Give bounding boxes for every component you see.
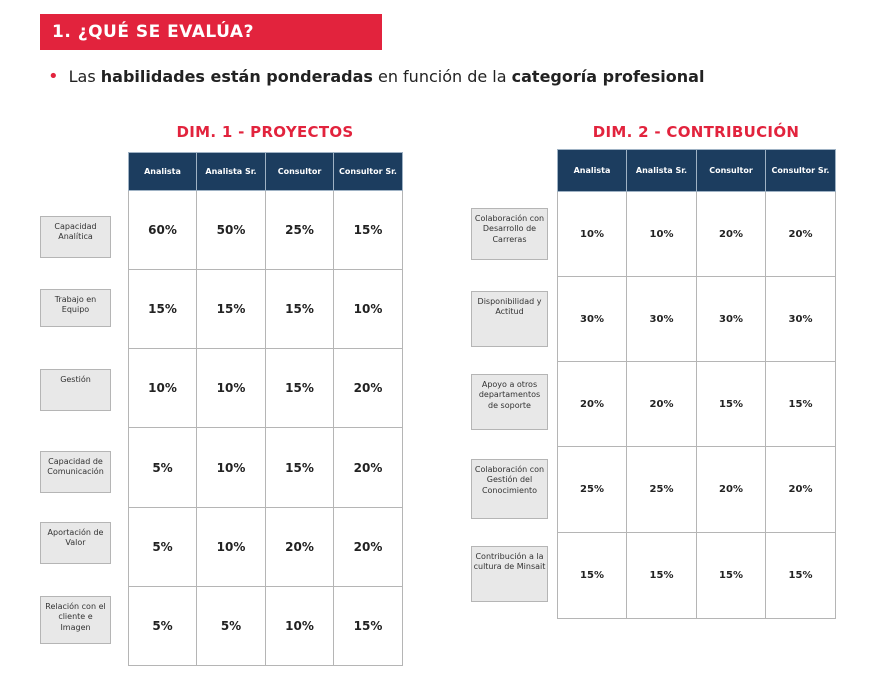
dim1-value-cell: 50% <box>197 191 266 270</box>
dim2-col-header: Analista Sr. <box>627 150 697 192</box>
dim2-value-cell: 30% <box>627 277 697 362</box>
dim1-col-header: Consultor Sr. <box>334 153 403 191</box>
dim2-table-row <box>558 533 836 619</box>
dim1-table <box>128 152 403 666</box>
intro-bold-2: categoría profesional <box>511 67 705 86</box>
dim2-value-cell: 15% <box>697 533 766 619</box>
dim2-value-cell: 15% <box>766 362 836 447</box>
dim1-value-cell: 15% <box>266 428 334 508</box>
dim1-title: DIM. 1 - PROYECTOS <box>176 123 354 141</box>
dim1-value-cell: 15% <box>129 270 197 349</box>
dim2-value-cell: 20% <box>697 447 766 533</box>
dim1-table-row <box>129 191 403 270</box>
dim1-table-row <box>129 349 403 428</box>
dim1-table-row <box>129 270 403 349</box>
dim2-value-cell: 20% <box>558 362 627 447</box>
dim1-col-header: Analista <box>129 153 197 191</box>
dim2-value-cell: 30% <box>558 277 627 362</box>
dim1-value-cell: 5% <box>129 508 197 587</box>
dim2-col-header: Consultor <box>697 150 766 192</box>
dim2-table-row <box>558 192 836 277</box>
dim2-value-cell: 20% <box>766 447 836 533</box>
dim2-value-cell: 10% <box>627 192 697 277</box>
dim2-value-cell: 30% <box>697 277 766 362</box>
dim2-title: DIM. 2 - CONTRIBUCIÓN <box>592 123 800 141</box>
dim1-value-cell: 10% <box>334 270 403 349</box>
dim1-value-cell: 10% <box>197 508 266 587</box>
dim1-table-row <box>129 428 403 508</box>
dim2-value-cell: 20% <box>627 362 697 447</box>
section-title: 1. ¿QUÉ SE EVALÚA? <box>40 14 382 50</box>
dim2-value-cell: 25% <box>558 447 627 533</box>
dim1-col-header: Consultor <box>266 153 334 191</box>
dim1-value-cell: 60% <box>129 191 197 270</box>
dim1-value-cell: 25% <box>266 191 334 270</box>
dim2-value-cell: 10% <box>558 192 627 277</box>
dim2-value-cell: 15% <box>697 362 766 447</box>
dim1-value-cell: 20% <box>266 508 334 587</box>
dim1-row-label: Gestión <box>40 369 111 411</box>
dim2-value-cell: 15% <box>766 533 836 619</box>
intro-bullet <box>48 66 704 87</box>
dim1-value-cell: 10% <box>266 587 334 666</box>
dim1-col-header: Analista Sr. <box>197 153 266 191</box>
dim1-table-row <box>129 587 403 666</box>
dim1-row-label: Trabajo en Equipo <box>40 289 111 327</box>
intro-bold-1: habilidades están ponderadas <box>100 67 373 86</box>
dim2-table-row <box>558 277 836 362</box>
dim1-value-cell: 5% <box>129 587 197 666</box>
dim1-row-label: Capacidad de Comunicación <box>40 451 111 493</box>
dim2-row-label: Colaboración con Gestión del Conocimiento <box>471 459 548 519</box>
dim2-row-label: Contribución a la cultura de Minsait <box>471 546 548 602</box>
dim1-value-cell: 15% <box>334 191 403 270</box>
dim1-value-cell: 20% <box>334 428 403 508</box>
dim1-value-cell: 15% <box>197 270 266 349</box>
dim2-table-row <box>558 447 836 533</box>
bullet-icon: • <box>48 66 59 87</box>
dim1-value-cell: 10% <box>129 349 197 428</box>
dim1-row-label: Aportación de Valor <box>40 522 111 564</box>
dim2-col-header: Consultor Sr. <box>766 150 836 192</box>
dim1-row-label: Capacidad Analítica <box>40 216 111 258</box>
dim1-value-cell: 20% <box>334 508 403 587</box>
dim2-table-row <box>558 362 836 447</box>
dim2-value-cell: 20% <box>766 192 836 277</box>
dim1-value-cell: 10% <box>197 349 266 428</box>
dim1-value-cell: 10% <box>197 428 266 508</box>
dim2-row-label: Colaboración con Desarrollo de Carreras <box>471 208 548 260</box>
dim1-value-cell: 5% <box>197 587 266 666</box>
dim2-row-label: Disponibilidad y Actitud <box>471 291 548 347</box>
dim1-value-cell: 5% <box>129 428 197 508</box>
dim2-col-header: Analista <box>558 150 627 192</box>
dim2-row-label: Apoyo a otros departamentos de soporte <box>471 374 548 430</box>
dim2-value-cell: 15% <box>558 533 627 619</box>
dim1-value-cell: 15% <box>266 349 334 428</box>
intro-text-1: Las <box>68 67 101 86</box>
dim1-value-cell: 15% <box>334 587 403 666</box>
dim2-value-cell: 15% <box>627 533 697 619</box>
dim1-row-label: Relación con el cliente e Imagen <box>40 596 111 644</box>
dim1-value-cell: 15% <box>266 270 334 349</box>
intro-text-2: en función de la <box>372 67 512 86</box>
dim1-value-cell: 20% <box>334 349 403 428</box>
dim1-table-row <box>129 508 403 587</box>
dim2-table <box>557 149 836 619</box>
dim2-value-cell: 30% <box>766 277 836 362</box>
dim2-value-cell: 20% <box>697 192 766 277</box>
dim2-value-cell: 25% <box>627 447 697 533</box>
